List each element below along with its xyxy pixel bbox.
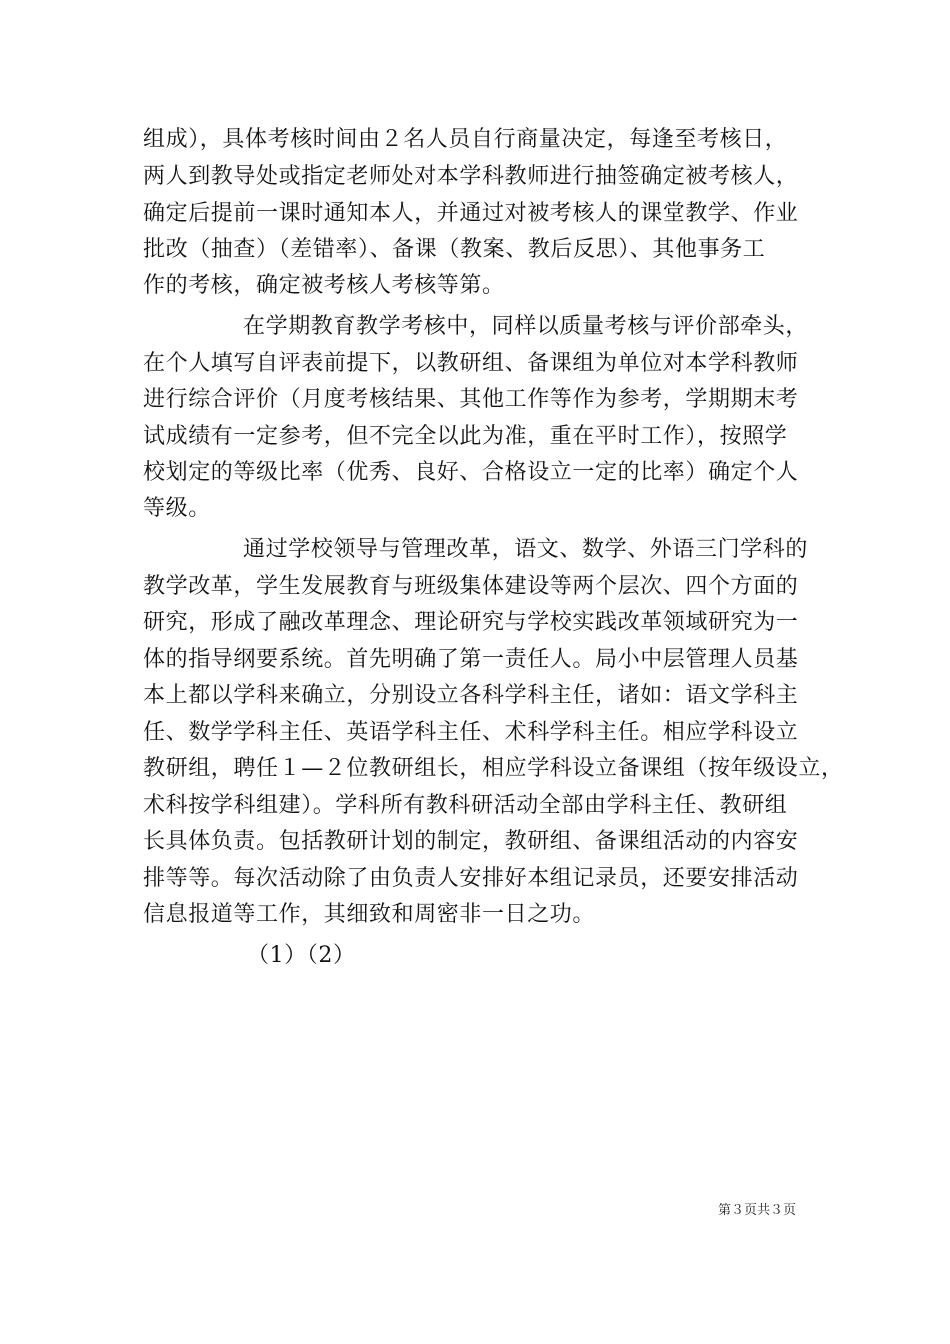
paragraph-3-line-3: 研究，形成了融改革理念、理论研究与学校实践改革领域研究为一 (143, 610, 799, 635)
paragraph-1-line-4: 批改（抽查）（差错率）、备课（教案、教后反思）、其他事务工 (143, 237, 766, 262)
paragraph-2-line-6: 等级。 (143, 496, 211, 521)
paragraph-2-line-1: 在学期教育教学考核中，同样以质量考核与评价部牵头， (243, 314, 809, 339)
paragraph-2-line-4: 试成绩有一定参考，但不完全以此为准，重在平时工作），按照学 (143, 424, 788, 449)
paragraph-3-line-10: 排等等。每次活动除了由负责人安排好本组记录员，还要安排活动 (143, 866, 799, 891)
page-footer: 第３页共３页 (718, 1203, 797, 1218)
paragraph-1-line-3: 确定后提前一课时通知本人，并通过对被考核人的课堂教学、作业 (143, 201, 799, 226)
paragraph-3-line-1: 通过学校领导与管理改革，语文、数学、外语三门学科的 (243, 537, 809, 562)
paragraph-3-line-4: 体的指导纲要系统。首先明确了第一责任人。局小中层管理人员基 (143, 647, 799, 672)
paragraph-2-line-5: 校划定的等级比率（优秀、良好、合格设立一定的比率）确定个人 (143, 460, 799, 485)
paragraph-3-line-8: 术科按学科组建）。学科所有教科研活动全部由学科主任、教研组 (143, 793, 788, 818)
paragraph-3-line-5: 本上都以学科来确立，分别设立各科学科主任，诸如：语文学科主 (143, 683, 799, 708)
paragraph-2-line-2: 在个人填写自评表前提下，以教研组、备课组为单位对本学科教师 (143, 351, 799, 376)
paragraph-3-line-7: 教研组，聘任１—２位教研组长，相应学科设立备课组（按年级设立， (143, 756, 844, 781)
paragraph-3-line-11: 信息报道等工作，其细致和周密非一日之功。 (143, 902, 596, 927)
paragraph-1-line-2: 两人到教导处或指定老师处对本学科教师进行抽签确定被考核人， (143, 164, 799, 189)
paragraph-2-line-3: 进行综合评价（月度考核结果、其他工作等作为参考，学期期末考 (143, 387, 799, 412)
paragraph-1-line-5: 作的考核，确定被考核人考核等第。 (143, 273, 505, 298)
item-markers: （1）（2） (247, 943, 356, 968)
paragraph-3-line-9: 长具体负责。包括教研计划的制定，教研组、备课组活动的内容安 (143, 829, 799, 854)
paragraph-1-line-1: 组成），具体考核时间由２名人员自行商量决定，每逢至考核日， (143, 127, 788, 152)
paragraph-3-line-2: 教学改革，学生发展教育与班级集体建设等两个层次、四个方面的 (143, 574, 799, 599)
paragraph-3-line-6: 任、数学学科主任、英语学科主任、术科学科主任。相应学科设立 (143, 720, 799, 745)
